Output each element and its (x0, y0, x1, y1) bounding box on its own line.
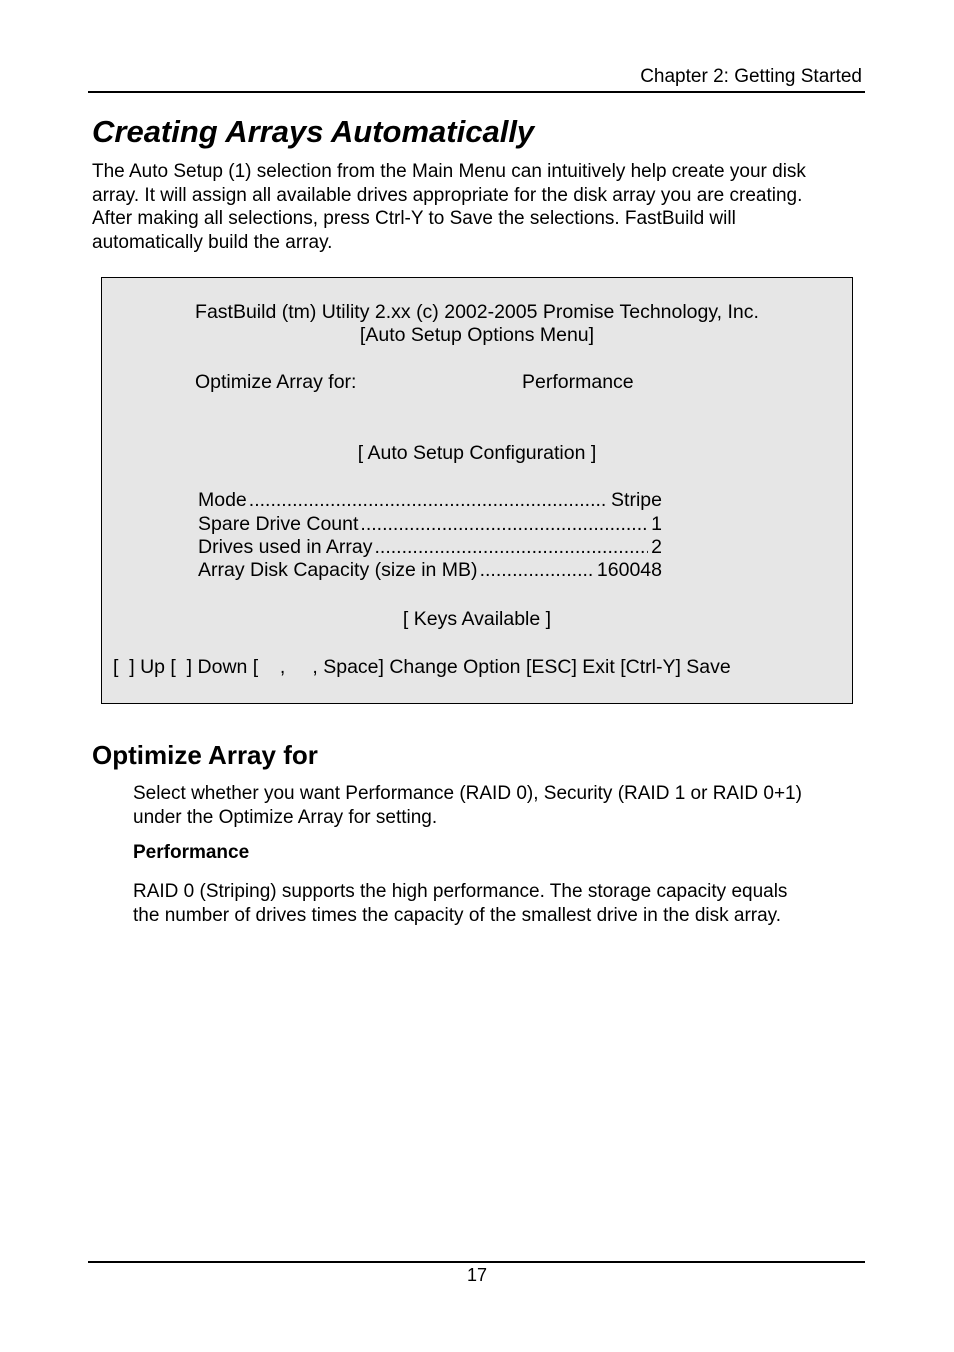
intro-line: array. It will assign all available drives appropriate for the disk array you are creating. (92, 184, 803, 206)
intro-line: After making all selections, press Ctrl-Y to Save the selections. FastBuild will (92, 208, 736, 229)
fastbuild-screen (101, 277, 853, 704)
body-line: RAID 0 (Striping) supports the high performance. The storage capacity equals (133, 881, 788, 902)
body-line: Select whether you want Performance (RAID 0), Security (RAID 1 or RAID 0+1) (133, 783, 802, 804)
config-label: Drives used in Array (198, 536, 373, 558)
config-value: 1 (651, 513, 662, 535)
config-value: 160048 (596, 559, 662, 581)
config-row-capacity (198, 559, 662, 582)
menu-title: [Auto Setup Options Menu] (359, 324, 595, 346)
config-label: Spare Drive Count (198, 513, 359, 535)
chapter-header: Chapter 2: Getting Started (640, 66, 862, 87)
optimize-value: Performance (522, 371, 634, 393)
body-line: the number of drives times the capacity of the smallest drive in the disk array. (133, 904, 782, 926)
footer-rule (88, 1261, 865, 1263)
sub-body (133, 880, 873, 927)
leader-dots (249, 489, 608, 512)
utility-title: FastBuild (tm) Utility 2.xx (c) 2002-2005 Promise Technology, Inc. (195, 301, 759, 323)
header-rule (88, 91, 865, 93)
intro-paragraph (92, 160, 872, 254)
leader-dots (480, 559, 594, 582)
page-number: 17 (466, 1265, 488, 1285)
intro-line: automatically build the array. (92, 231, 333, 253)
config-label: Array Disk Capacity (size in MB) (198, 559, 478, 581)
config-value: Stripe (611, 489, 662, 511)
config-title: [ Auto Setup Configuration ] (357, 442, 597, 464)
leader-dots (360, 513, 648, 536)
leader-dots (374, 536, 648, 559)
body-line: under the Optimize Array for setting. (133, 806, 438, 828)
section-heading: Optimize Array for (92, 740, 318, 770)
intro-line: The Auto Setup (1) selection from the Main Menu can intuitively help create your disk (92, 161, 806, 182)
config-row-mode (198, 489, 662, 512)
config-row-drives (198, 536, 662, 559)
page-title: Creating Arrays Automatically (92, 114, 535, 149)
config-label: Mode (198, 489, 247, 511)
sub-heading: Performance (133, 842, 250, 863)
config-row-spare (198, 513, 662, 536)
config-value: 2 (651, 536, 662, 558)
section-body (133, 782, 873, 829)
keys-title: [ Keys Available ] (402, 608, 552, 630)
optimize-label: Optimize Array for: (195, 371, 357, 393)
keys-line: [ ] Up [ ] Down [ , , Space] Change Option [ESC] Exit [Ctrl-Y] Save (113, 656, 731, 678)
